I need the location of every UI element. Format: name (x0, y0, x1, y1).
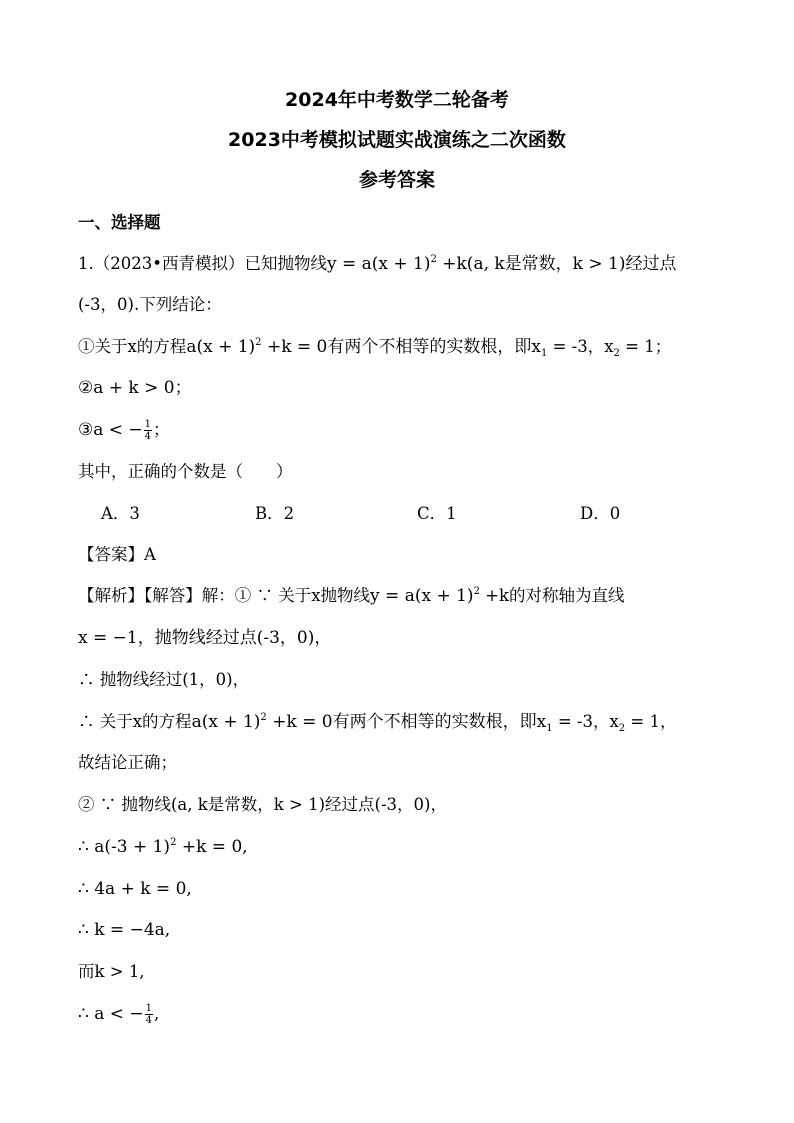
statement-1 (78, 335, 671, 359)
statement-1-end: = 1； (619, 337, 672, 356)
analysis-line6: ② ∵ 抛物线(a, k是常数，k > 1)经过点(-3，0)， (78, 795, 447, 814)
analysis-line4 (78, 710, 676, 734)
analysis-line5: 故结论正确； (78, 753, 177, 772)
statement-1-mid: +k = 0有两个不相等的实数根，即x (261, 337, 541, 357)
analysis-line11-prefix: ∴ a < − (78, 1004, 144, 1024)
analysis-line11-end: , (154, 1004, 160, 1024)
question-prompt: 其中，正确的个数是（ ） (78, 462, 293, 481)
analysis-line11 (78, 1002, 159, 1026)
option-d: D．0 (580, 504, 621, 523)
parabola-formula: y = a(x + 1) (326, 254, 431, 274)
answer-label: 【答案】A (78, 545, 156, 564)
analysis-line8: ∴ 4a + k = 0, (78, 879, 192, 899)
analysis-line4-mid: +k = 0有两个不相等的实数根，即x (266, 712, 547, 732)
statement-3 (78, 418, 170, 442)
fraction-numerator: 1 (144, 419, 152, 430)
analysis-line1-suffix: +k的对称轴为直线 (479, 586, 625, 605)
analysis-line4-formula: a(x + 1) (191, 712, 261, 732)
formula-exponent: 2 (430, 254, 437, 265)
statement-1-exponent: 2 (255, 337, 262, 348)
analysis-line4-sub1: 1 (546, 723, 553, 734)
analysis-line1-prefix: 【解析】【解答】解：① ∵ 关于x抛物线 (78, 586, 371, 605)
analysis-line9: ∴ k = −4a, (78, 920, 171, 940)
option-a: A．3 (101, 504, 140, 523)
doc-subtitle: 2023中考模拟试题实战演练之二次函数 (228, 129, 566, 151)
option-b: B．2 (255, 504, 295, 523)
analysis-line7-exponent: 2 (170, 837, 177, 848)
statement-1-sub2: 2 (613, 348, 620, 359)
analysis-fraction-denominator: 4 (145, 1015, 153, 1026)
analysis-line4-prefix: ∴ 关于x的方程 (78, 712, 192, 731)
analysis-fraction-numerator: 1 (145, 1003, 153, 1014)
analysis-line10: 而k > 1, (78, 962, 145, 981)
question-stem-suffix: +k(a, k是常数，k > 1)经过点 (436, 254, 677, 274)
analysis-line1-formula: y = a(x + 1) (370, 586, 474, 606)
statement-2: ②a + k > 0； (78, 378, 192, 398)
answer-key-title: 参考答案 (358, 169, 435, 191)
option-c: C．1 (417, 504, 457, 523)
analysis-line7-suffix: +k = 0, (176, 837, 248, 857)
section-heading: 一、选择题 (78, 213, 161, 232)
analysis-line7 (78, 835, 248, 859)
analysis-line2: x = −1，抛物线经过点(-3，0)， (78, 628, 332, 648)
analysis-line3: ∴ 抛物线经过(1，0)， (78, 670, 250, 689)
analysis-line4-exponent: 2 (260, 712, 267, 723)
analysis-line4-end: = 1， (625, 712, 677, 731)
question-stem-line1 (78, 252, 677, 276)
question-stem-line2: (-3，0).下列结论： (78, 295, 222, 314)
statement-1-formula: a(x + 1) (186, 337, 256, 357)
statement-3-prefix: ③a < − (78, 420, 143, 440)
statement-3-end: ； (153, 420, 170, 439)
analysis-line1-exponent: 2 (473, 586, 480, 597)
analysis-fraction (145, 1003, 153, 1026)
analysis-line4-mid2: = -3，x (552, 712, 619, 731)
analysis-line1 (78, 584, 625, 608)
statement-1-sub1: 1 (540, 348, 548, 359)
statement-1-mid2: = -3，x (547, 337, 614, 356)
fraction-denominator: 4 (144, 431, 152, 442)
analysis-line4-sub2: 2 (618, 723, 626, 734)
analysis-line7-prefix: ∴ a(-3 + 1) (78, 837, 171, 857)
question-stem-prefix: 1.（2023•西青模拟）已知抛物线 (78, 254, 327, 273)
statement-1-prefix: ①关于x的方程 (78, 337, 187, 356)
fraction-one-quarter (144, 419, 152, 442)
doc-title: 2024年中考数学二轮备考 (285, 89, 509, 111)
